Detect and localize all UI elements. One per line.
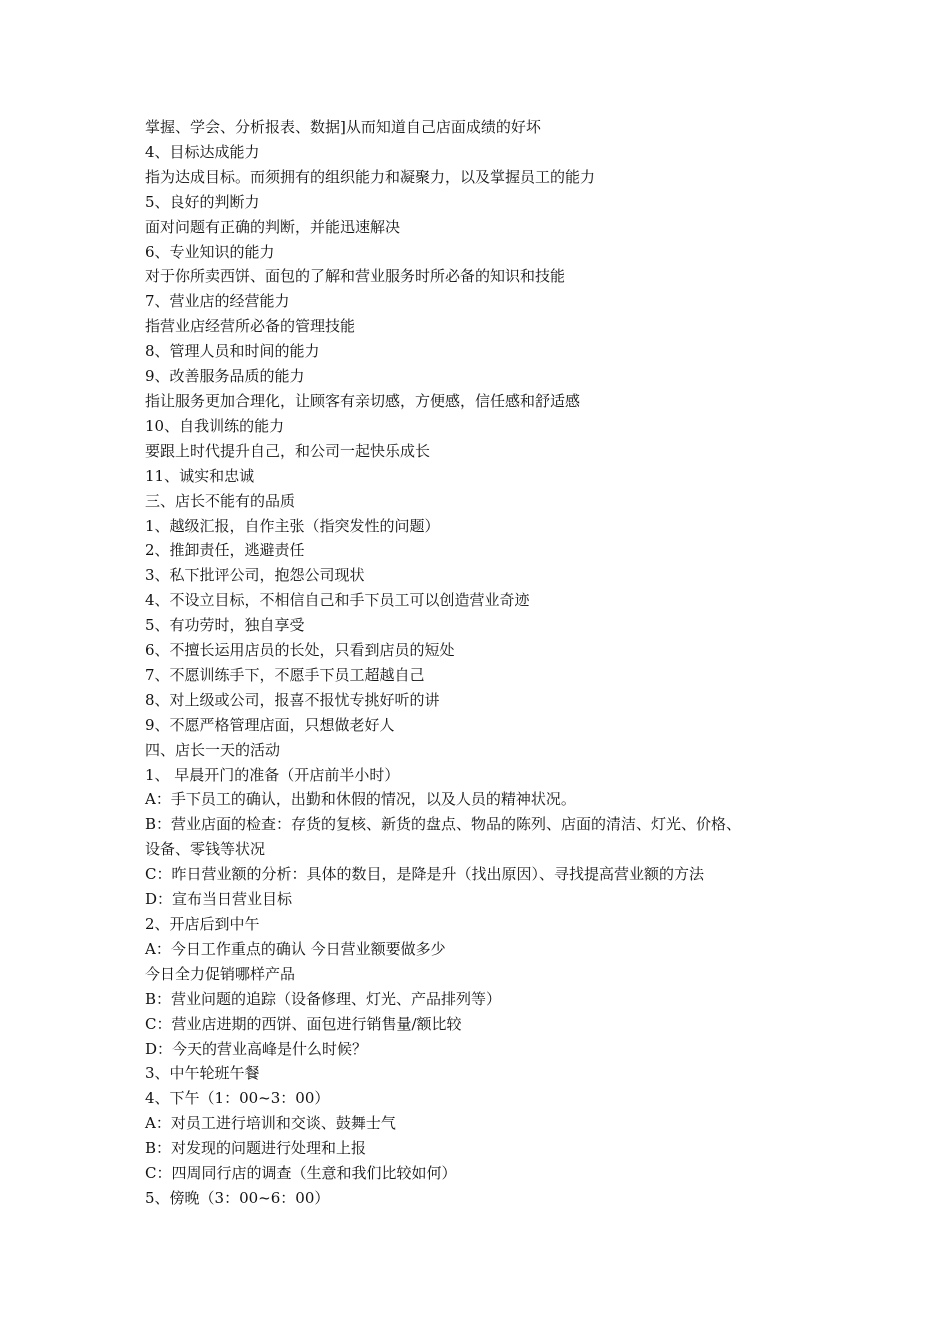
text-line: 指让服务更加合理化，让顾客有亲切感，方便感，信任感和舒适感 [145,391,581,410]
list-item: C：四周同行店的调查（生意和我们比较如何） [145,1164,457,1183]
list-heading: 11、诚实和忠诚 [145,466,255,485]
list-item: A：对员工进行培训和交谈、鼓舞士气 [145,1114,396,1133]
text-line: 今日全力促销哪样产品 [145,964,296,983]
text-line: 指为达成目标。而须拥有的组织能力和凝聚力，以及掌握员工的能力 [145,167,596,186]
document-body [145,115,825,1211]
list-heading: 3、中午轮班午餐 [145,1064,260,1083]
list-item: 1、越级汇报，自作主张（指突发性的问题） [145,516,440,535]
list-heading: 5、良好的判断力 [145,192,260,211]
text-line: 设备、零钱等状况 [145,840,266,859]
list-heading: 9、改善服务品质的能力 [145,367,305,386]
list-heading: 7、营业店的经营能力 [145,292,290,311]
list-item: B：营业问题的追踪（设备修理、灯光、产品排列等） [145,989,502,1008]
list-item: 6、不擅长运用店员的长处，只看到店员的短处 [145,641,455,660]
list-heading: 8、管理人员和时间的能力 [145,342,320,361]
list-heading: 4、下午（1：00~3：00） [145,1089,330,1108]
list-heading: 2、开店后到中午 [145,915,260,933]
list-item: 3、私下批评公司，抱怨公司现状 [145,566,365,585]
list-heading: 6、专业知识的能力 [145,242,275,261]
list-item: D：宣布当日营业目标 [145,890,293,909]
list-heading: 4、目标达成能力 [145,142,260,161]
text-line: 掌握、学会、分析报表、数据]从而知道自己店面成绩的好坏 [145,118,541,136]
section-heading: 三、店长不能有的品质 [145,491,296,510]
list-item: 5、有功劳时，独自享受 [145,616,305,635]
list-item: A：手下员工的确认，出勤和休假的情况，以及人员的精神状况。 [145,790,576,809]
text-line: 指营业店经营所必备的管理技能 [145,317,356,336]
list-item: B：营业店面的检查：存货的复核、新货的盘点、物品的陈列、店面的清洁、灯光、价格、 [145,815,742,834]
text-line: 要跟上时代提升自己，和公司一起快乐成长 [145,441,431,460]
list-item: 9、不愿严格管理店面，只想做老好人 [145,715,395,734]
section-heading: 四、店长一天的活动 [145,740,281,759]
list-item: 4、不设立目标，不相信自己和手下员工可以创造营业奇迹 [145,591,530,610]
list-item: 2、推卸责任，逃避责任 [145,541,305,560]
list-item: C：昨日营业额的分析：具体的数目，是降是升（找出原因）、寻找提高营业额的方法 [145,865,704,884]
list-item: D：今天的营业高峰是什么时候？ [145,1039,368,1058]
list-item: 7、不愿训练手下，不愿手下员工超越自己 [145,665,425,684]
list-item: C：营业店进期的西饼、面包进行销售量/额比较 [145,1014,462,1033]
list-item: B：对发现的问题进行处理和上报 [145,1139,367,1158]
list-heading: 1、 早晨开门的准备（开店前半小时） [145,765,400,784]
text-line: 对于你所卖西饼、面包的了解和营业服务时所必备的知识和技能 [145,267,566,286]
text-line: 面对问题有正确的判断，并能迅速解决 [145,217,401,236]
list-item: 8、对上级或公司，报喜不报忧专挑好听的讲 [145,690,440,709]
list-heading: 10、自我训练的能力 [145,416,285,435]
list-heading: 5、傍晚（3：00~6：00） [145,1188,330,1207]
list-item: A：今日工作重点的确认 今日营业额要做多少 [145,939,446,958]
